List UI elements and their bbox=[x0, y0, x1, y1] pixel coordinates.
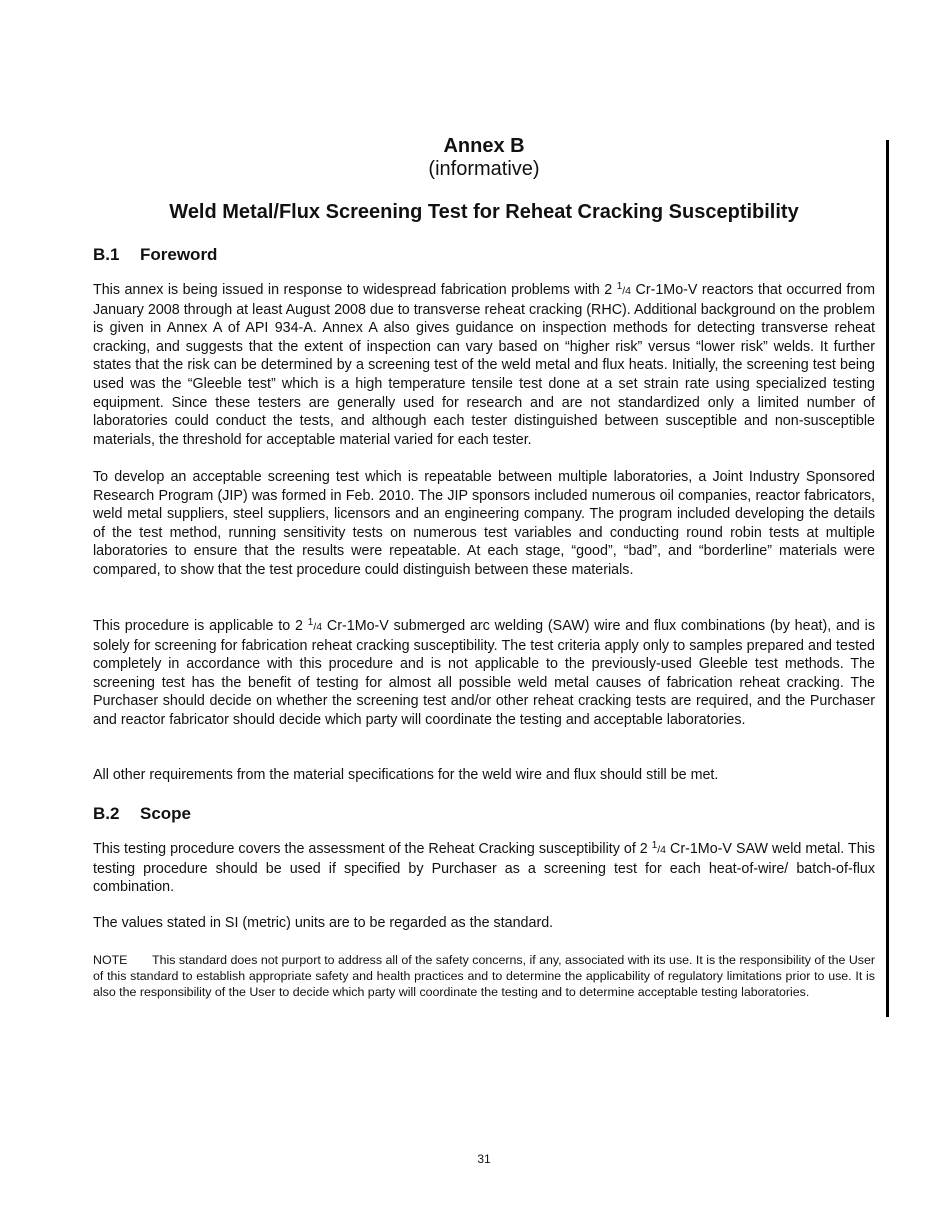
annex-title: Annex B bbox=[443, 135, 525, 157]
text-run: This procedure is applicable to 2 bbox=[93, 618, 308, 634]
fraction-denominator: /4 bbox=[657, 844, 667, 856]
section-number: B.2 bbox=[93, 804, 120, 823]
section-heading-foreword bbox=[93, 244, 217, 266]
fraction-numerator: 1 bbox=[616, 281, 623, 292]
revision-change-bar bbox=[886, 140, 889, 1017]
foreword-paragraph-4: All other requirements from the material specifications for the weld wire and flux should still be met. bbox=[93, 767, 719, 783]
fraction-denominator: /4 bbox=[313, 621, 323, 633]
note-text: This standard does not purport to address all of the safety concerns, if any, associated with its use. It is the responsibility of the User of this standard to establish appropriate safety and health practices and to determine the applicability of regulatory limitations prior to use. It is also the responsibility of the User to decide which party will coordinate the testing and to determine acceptable testing laboratories. bbox=[93, 953, 875, 999]
text-run: Cr-1Mo-V SAW weld metal. This testing procedure should be used if specified by Purchaser as a screening test for each heat-of-wire/ batch-of-flux combination. bbox=[93, 841, 875, 896]
page-number: 31 bbox=[477, 1152, 491, 1166]
foreword-paragraph-3 bbox=[93, 617, 875, 730]
note-label: NOTE bbox=[93, 953, 128, 967]
section-number: B.1 bbox=[93, 245, 120, 264]
scope-paragraph-1 bbox=[93, 840, 875, 897]
annex-subtitle: (informative) bbox=[428, 158, 540, 180]
fraction-numerator: 1 bbox=[307, 617, 314, 628]
scope-paragraph-2: The values stated in SI (metric) units are to be regarded as the standard. bbox=[93, 915, 554, 931]
foreword-paragraph-2: To develop an acceptable screening test which is repeatable between multiple laboratories, a Joint Industry Sponsored Research Program (JIP) was formed in Feb. 2010. The JIP sponsors included numerous oil companies, reactor fabricators, weld metal suppliers, steel suppliers, licensors and an engineering company. The program included developing the details of the test method, running sensitivity tests on numerous test variables and conducting round robin tests at multiple laboratories to ensure that the results were repeatable. At each stage, “good”, “bad”, and “borderline” materials were compared, to show that the test procedure could distinguish between these materials. bbox=[93, 469, 875, 578]
document-title: Weld Metal/Flux Screening Test for Reheat Cracking Susceptibility bbox=[169, 201, 799, 223]
fraction-denominator: /4 bbox=[622, 285, 632, 297]
fraction-numerator: 1 bbox=[651, 840, 658, 851]
section-heading-scope bbox=[93, 803, 191, 825]
section-title: Scope bbox=[140, 804, 192, 823]
text-run: This testing procedure covers the assessment of the Reheat Cracking susceptibility of 2 bbox=[93, 841, 652, 857]
foreword-paragraph-1 bbox=[93, 281, 875, 449]
section-title: Foreword bbox=[140, 245, 218, 264]
scope-note bbox=[93, 953, 875, 1001]
text-run: Cr-1Mo-V submerged arc welding (SAW) wire and flux combinations (by heat), and is solely for screening for fabrication reheat cracking susceptibility. The test criteria apply only to samples prepared and tested completely in accordance with this procedure and is not applicable to the previously-used Gleeble test methods. The screening test has the benefit of testing for almost all possible weld metal causes of fabrication reheat cracking. The Purchaser should decide on whether the screening test and/or other reheat cracking tests are required, and the Purchaser and reactor fabricator should decide which party will coordinate the testing and acceptable laboratories. bbox=[93, 618, 875, 728]
text-run: Cr-1Mo-V reactors that occurred from January 2008 through at least August 2008 due to transverse reheat cracking (RHC). Additional background on the problem is given in Annex A of API 934-A. Annex A also gives guidance on inspection methods for detecting transverse reheat cracking, and suggests that the extent of inspection can vary based on “higher risk” versus “lower risk” welds. It further states that the risk can be determined by a screening test of the weld metal and flux heats. Initially, the screening test being used was the “Gleeble test” which is a high temperature tensile test done at a set strain rate using specialized testing equipment. Since these testers are generally used for research and are not standardized only a limited number of laboratories could conduct the tests, and although each tester distinguished between susceptible and non-susceptible materials, the threshold for acceptable material varied for each tester. bbox=[93, 282, 875, 448]
text-run: This annex is being issued in response to widespread fabrication problems with 2 bbox=[93, 282, 617, 298]
